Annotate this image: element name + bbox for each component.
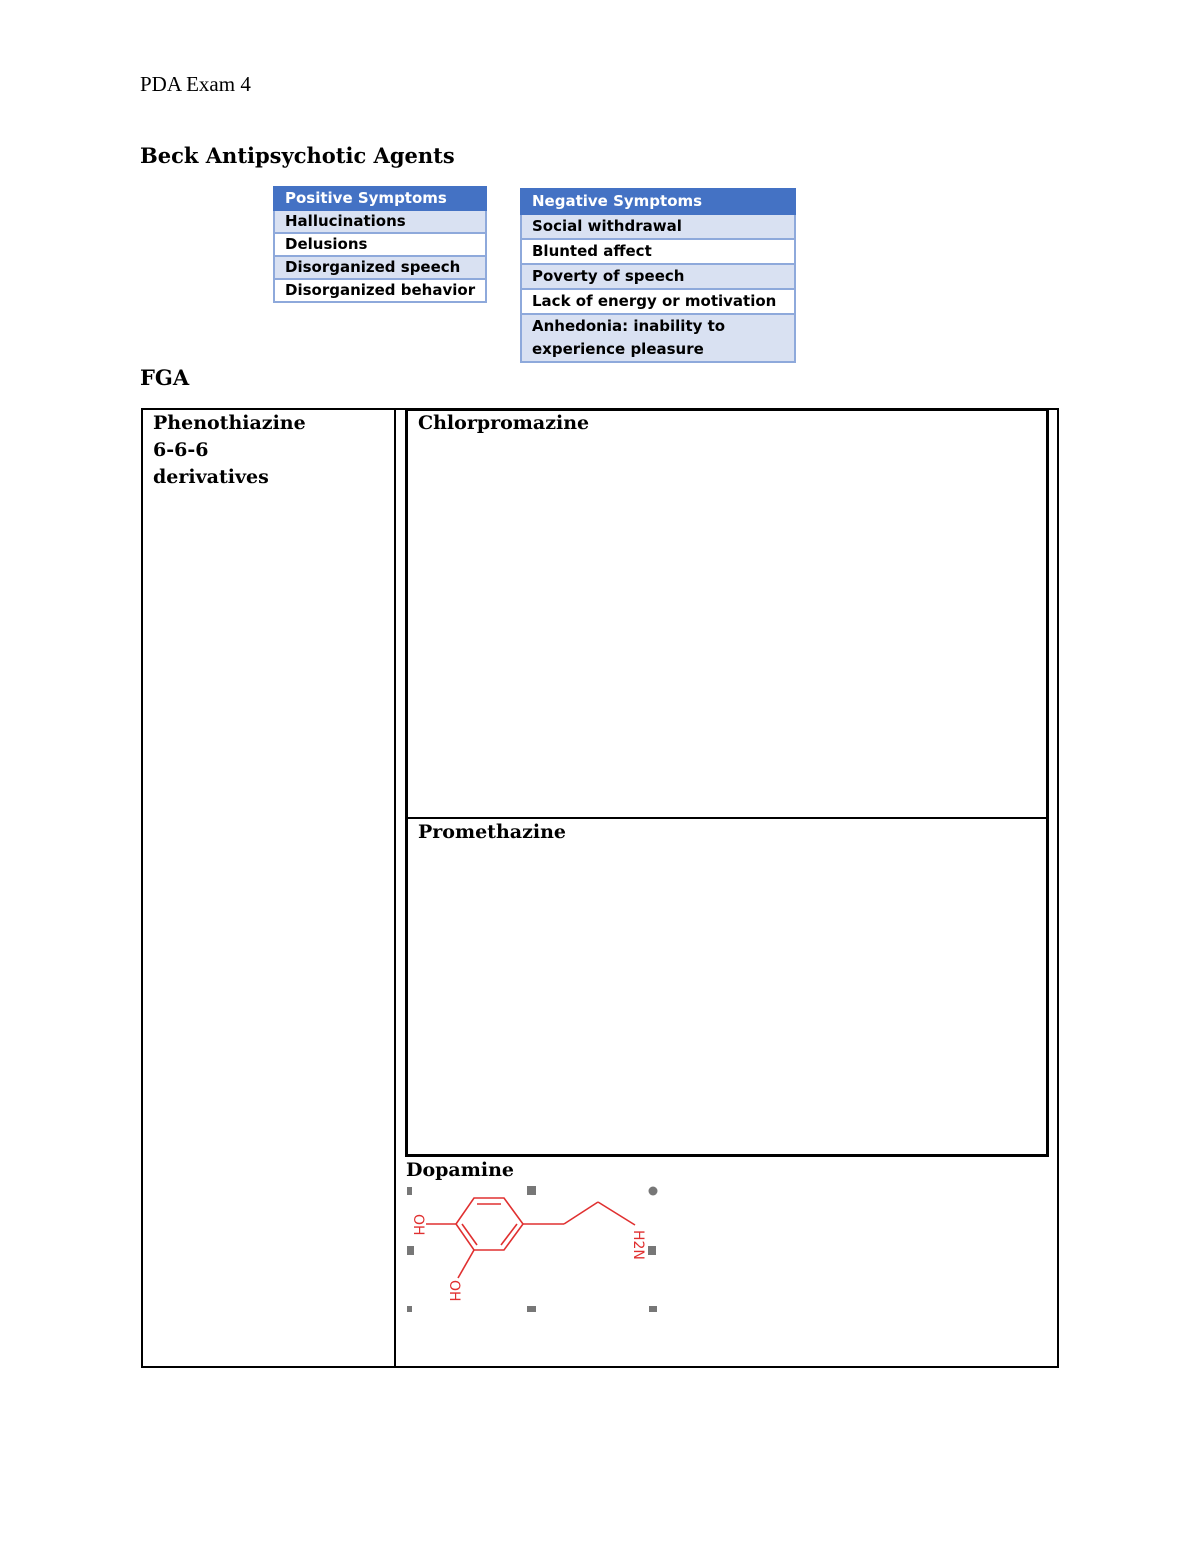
- oh-label: OH: [446, 1280, 462, 1302]
- selection-handle[interactable]: [407, 1246, 414, 1255]
- selection-handle[interactable]: [527, 1306, 536, 1312]
- positive-symptoms-header: Positive Symptoms: [274, 187, 486, 210]
- drug-notes-divider: [405, 817, 1049, 819]
- negative-symptom-item: Anhedonia: inability to experience pleasure: [521, 314, 795, 362]
- nh2-label: H2N: [630, 1230, 646, 1260]
- negative-symptom-item: Lack of energy or motivation: [521, 289, 795, 314]
- section-title-beck: Beck Antipsychotic Agents: [140, 143, 455, 168]
- molecule-labels: [410, 1214, 646, 1302]
- selection-handle[interactable]: [649, 1187, 658, 1196]
- dopamine-structure-image[interactable]: [400, 1178, 670, 1318]
- class-label-line: Phenothiazine: [153, 412, 306, 434]
- selection-handle[interactable]: [527, 1186, 536, 1195]
- drug-name-dopamine: Dopamine: [406, 1159, 514, 1181]
- selection-handle[interactable]: [407, 1306, 412, 1312]
- bond: [564, 1202, 598, 1224]
- positive-symptom-item: Disorganized speech: [274, 256, 486, 279]
- positive-symptom-item: Disorganized behavior: [274, 279, 486, 302]
- double-bond: [462, 1224, 477, 1245]
- drug-name-promethazine: Promethazine: [418, 821, 566, 843]
- negative-symptom-item: Blunted affect: [521, 239, 795, 264]
- positive-symptom-item: Delusions: [274, 233, 486, 256]
- bond: [598, 1202, 635, 1225]
- column-divider: [394, 408, 396, 1368]
- positive-symptoms-table: [273, 186, 487, 303]
- negative-symptom-item: Social withdrawal: [521, 214, 795, 239]
- selection-handle[interactable]: [649, 1306, 657, 1312]
- drug-class-label: [153, 410, 306, 491]
- class-label-line: derivatives: [153, 466, 269, 488]
- bond-oh: [458, 1250, 474, 1278]
- benzene-ring: [456, 1198, 523, 1250]
- molecule-bonds: [426, 1198, 635, 1278]
- negative-symptoms-table: [520, 188, 796, 363]
- negative-symptom-item: Poverty of speech: [521, 264, 795, 289]
- negative-symptoms-header: Negative Symptoms: [521, 189, 795, 214]
- section-title-fga: FGA: [140, 365, 190, 390]
- drug-name-chlorpromazine: Chlorpromazine: [418, 412, 590, 434]
- selection-handles[interactable]: [407, 1186, 658, 1312]
- drug-notes-box: [405, 408, 1049, 1157]
- page-header: PDA Exam 4: [140, 72, 251, 96]
- selection-handle[interactable]: [407, 1187, 412, 1195]
- oh-label: OH: [410, 1214, 426, 1236]
- selection-handle[interactable]: [648, 1246, 656, 1255]
- positive-symptom-item: Hallucinations: [274, 210, 486, 233]
- class-label-line: 6-6-6: [153, 439, 209, 461]
